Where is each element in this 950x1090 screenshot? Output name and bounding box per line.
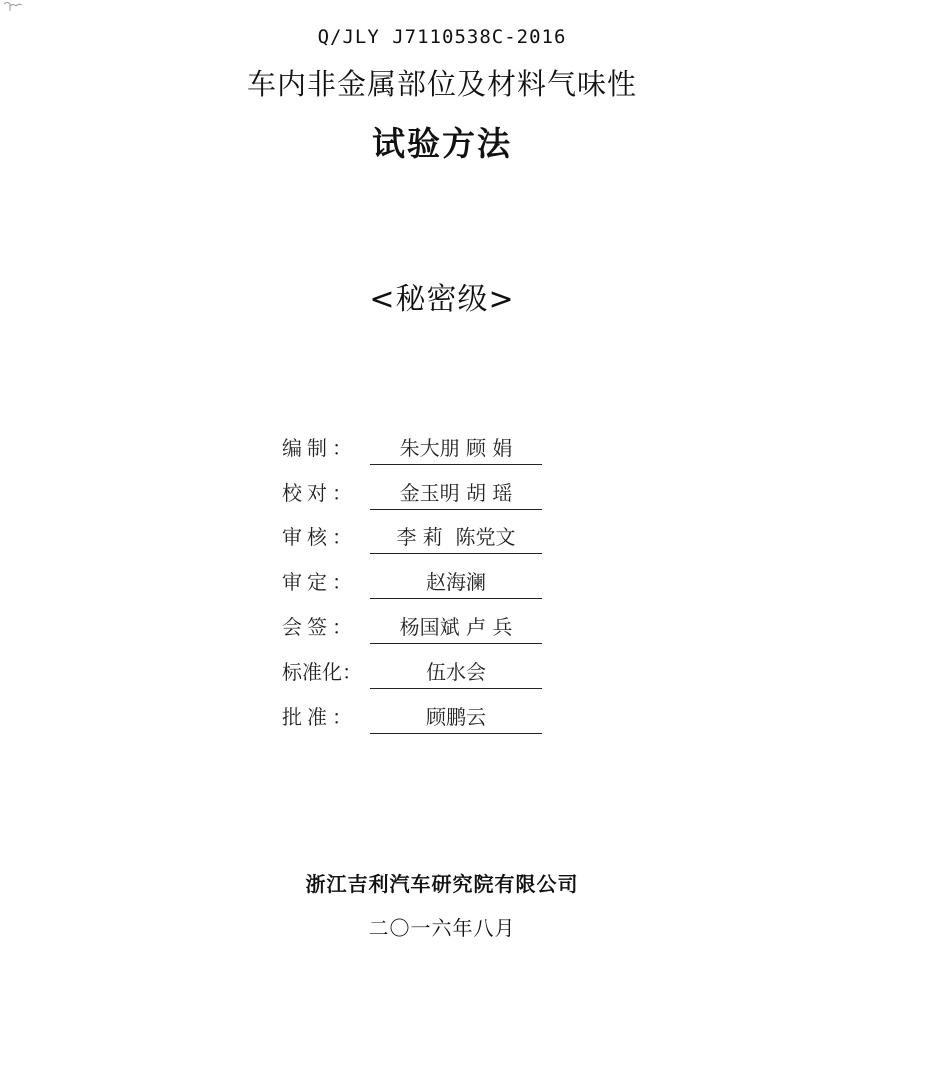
- signature-label: 标准化 ：: [282, 659, 362, 684]
- signature-value: 李 莉 陈党文: [370, 521, 542, 554]
- signature-block: [282, 420, 552, 734]
- signature-label: 会 签 ：: [282, 614, 352, 639]
- signature-value: 赵海澜: [370, 566, 542, 599]
- signature-row-compile: [282, 420, 552, 465]
- signature-row-standardization: [282, 644, 552, 689]
- signature-label: 审 定 ：: [282, 570, 352, 595]
- organization-name: 浙江吉利汽车研究院有限公司: [305, 872, 579, 896]
- issue-date: 二〇一六年八月: [368, 916, 516, 940]
- classification-level: <秘密级>: [369, 282, 515, 317]
- signature-row-proofread: [282, 465, 552, 510]
- signature-row-approve: [282, 689, 552, 734]
- signature-label: 编 制 ：: [282, 435, 352, 460]
- signature-row-approve-final: [282, 554, 552, 599]
- signature-label: 审 核 ：: [282, 525, 352, 550]
- document-subtitle: 试验方法: [372, 124, 512, 163]
- signature-row-countersign: [282, 599, 552, 644]
- signature-value: 伍水会: [370, 656, 542, 689]
- signature-value: 朱大朋 顾 娟: [370, 432, 542, 465]
- signature-value: 杨国斌 卢 兵: [370, 611, 542, 644]
- scan-mark-icon: [2, 0, 24, 14]
- signature-value: 顾鹏云: [370, 701, 542, 734]
- signature-value: 金玉明 胡 瑶: [370, 477, 542, 510]
- signature-row-review: [282, 510, 552, 555]
- standard-code: Q/JLY J7110538C-2016: [317, 26, 567, 48]
- document-title: 车内非金属部位及材料气味性: [246, 67, 637, 101]
- signature-label: 校 对 ：: [282, 480, 352, 505]
- signature-label: 批 准 ：: [282, 704, 352, 729]
